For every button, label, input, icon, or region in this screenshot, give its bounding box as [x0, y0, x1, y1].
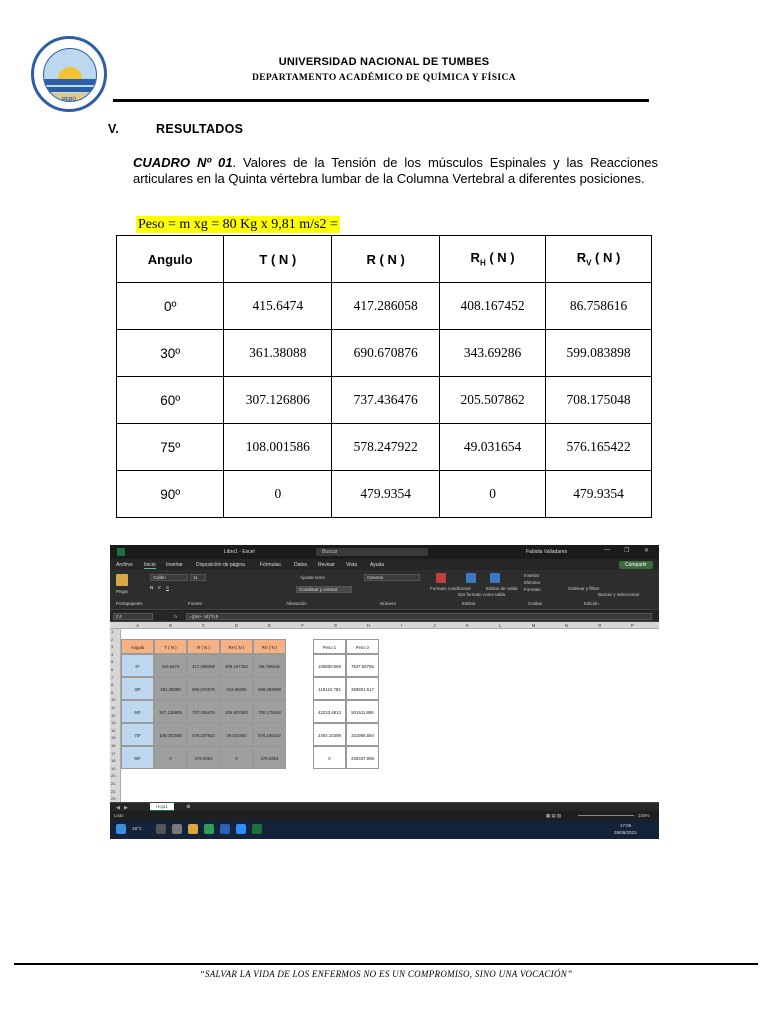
cell-value[interactable]: 7537.65765 — [346, 654, 379, 677]
header-t: T ( N ) — [224, 236, 332, 283]
cell-value[interactable]: 576.165422 — [253, 723, 286, 746]
row-header[interactable]: 16 — [111, 743, 116, 748]
university-name: UNIVERSIDAD NACIONAL DE TUMBES — [278, 56, 490, 68]
cell-value: 343.69286 — [440, 330, 546, 377]
cell-value[interactable]: 408.167452 — [220, 654, 253, 677]
row-header[interactable]: 23 — [111, 796, 116, 802]
row-header[interactable]: 19 — [111, 765, 116, 771]
conditional-format-button[interactable]: Formato condicional — [430, 586, 471, 591]
cell-value[interactable]: 0 — [313, 746, 346, 769]
cell-value[interactable]: 708.175048 — [253, 700, 286, 723]
cell-value[interactable]: 2404.10399 — [313, 723, 346, 746]
table-row — [117, 424, 652, 471]
column-header[interactable]: M — [531, 623, 536, 628]
row-header[interactable]: 20 — [111, 773, 116, 779]
cell-angle[interactable]: 0º — [121, 654, 154, 677]
row-header[interactable]: 11 — [111, 705, 116, 710]
column-header[interactable]: B — [169, 623, 172, 628]
table-row — [117, 330, 652, 377]
insert-cells-button[interactable]: Insertar — [524, 573, 540, 578]
group-fuente: Fuente — [188, 601, 203, 606]
format-table-icon[interactable] — [466, 573, 476, 583]
excel-title-bar — [110, 545, 659, 559]
cell-angle[interactable]: 30º — [121, 677, 154, 700]
format-as-table-button[interactable]: Dar formato como tabla — [458, 592, 506, 597]
find-select-button[interactable]: Buscar y seleccionar — [598, 592, 640, 597]
next-sheet-icon[interactable]: ▶ — [124, 805, 128, 811]
header-rv-sub: V — [586, 258, 592, 268]
row-header[interactable]: 18 — [111, 758, 116, 764]
seal-emblem — [43, 48, 97, 102]
column-header[interactable]: P — [631, 623, 634, 628]
menu-datos[interactable]: Datos — [294, 562, 308, 568]
row-header[interactable]: 4 — [111, 651, 114, 657]
menu-insertar[interactable]: Insertar — [166, 562, 183, 568]
table-row — [117, 471, 652, 518]
row-header[interactable]: 6 — [111, 667, 114, 672]
zoom-level: 100% — [638, 813, 650, 818]
row-header[interactable]: 3 — [111, 644, 114, 650]
close-icon[interactable]: ✕ — [644, 548, 650, 554]
results-table — [116, 235, 652, 518]
row-header[interactable]: 1 — [111, 629, 114, 634]
cell-value[interactable]: 86.758616 — [253, 654, 286, 677]
footer-divider — [14, 963, 758, 965]
menu-archivo[interactable]: Archivo — [116, 562, 133, 568]
column-header[interactable]: G — [333, 623, 338, 628]
cell-value: 479.9354 — [332, 471, 440, 518]
cell-header[interactable]: RH ( N ) — [220, 639, 253, 654]
header-rh-base: R — [470, 250, 480, 266]
cell-value[interactable]: 358901.517 — [346, 677, 379, 700]
add-sheet-icon[interactable]: ⊕ — [186, 804, 191, 810]
cell-value: 576.165422 — [546, 424, 652, 471]
font-name-select[interactable]: Calibri — [150, 574, 188, 581]
caption-label: CUADRO Nº 01 — [133, 155, 233, 170]
restore-icon[interactable]: ❐ — [624, 548, 630, 554]
cell-angle: 75º — [117, 424, 224, 471]
menu-inicio[interactable]: Inicio — [144, 562, 156, 568]
cell-value: 479.9354 — [546, 471, 652, 518]
sea-stripe — [44, 79, 96, 85]
cell-angle[interactable]: 60º — [121, 700, 154, 723]
table-caption — [133, 155, 658, 187]
cell-angle: 60º — [117, 377, 224, 424]
cell-header[interactable]: RV ( N ) — [253, 639, 286, 654]
group-numero: Número — [380, 601, 397, 606]
table-header-row — [117, 236, 652, 283]
cell-value[interactable]: 108.001586 — [154, 723, 187, 746]
row-header[interactable]: 15 — [111, 735, 116, 741]
cell-value: 408.167452 — [440, 283, 546, 330]
sheet-tab-hoja1[interactable]: Hoja1 — [150, 803, 174, 811]
cell-angle: 30º — [117, 330, 224, 377]
sun-icon — [58, 67, 82, 79]
cell-value[interactable]: 417.286058 — [187, 654, 220, 677]
clock-time: 17:06 — [620, 823, 632, 828]
header-rh-sub: H — [479, 258, 486, 268]
row-header[interactable]: 7 — [111, 674, 114, 680]
cell-value: 690.670876 — [332, 330, 440, 377]
header-rv — [546, 236, 652, 283]
header-rv-unit: ( N ) — [591, 250, 621, 266]
header-r: R ( N ) — [332, 236, 440, 283]
row-header[interactable]: 17 — [111, 750, 116, 756]
cell-value: 361.38088 — [224, 330, 332, 377]
cell-value[interactable]: 690.670876 — [187, 677, 220, 700]
cell-value: 737.436476 — [332, 377, 440, 424]
status-bar — [110, 811, 659, 820]
file-explorer-icon[interactable] — [188, 824, 198, 834]
excel-window-title: Libro1 - Excel — [224, 549, 255, 555]
search-icon[interactable] — [156, 824, 166, 834]
cell-header[interactable]: Peso 1 — [313, 639, 346, 654]
column-headers — [110, 622, 659, 629]
cell-value[interactable]: 0 — [220, 746, 253, 769]
row-header[interactable]: 2 — [111, 636, 114, 642]
cell-styles-button[interactable]: Estilos de celda — [486, 586, 518, 591]
column-header[interactable]: E — [268, 623, 271, 628]
cell-value[interactable]: 230337.988 — [346, 746, 379, 769]
row-header[interactable]: 14 — [111, 727, 116, 733]
cell-value[interactable]: 343.69286 — [220, 677, 253, 700]
cell-value[interactable]: 118124.782 — [313, 677, 346, 700]
excel-menu-bar — [110, 559, 659, 570]
excel-user-name: Fabiola Valladares — [526, 549, 568, 555]
spreadsheet-grid[interactable] — [110, 622, 659, 802]
header-rh-unit: ( N ) — [485, 250, 515, 266]
cell-value: 708.175048 — [546, 377, 652, 424]
row-headers — [110, 629, 121, 802]
row-header[interactable]: 12 — [111, 712, 116, 718]
sort-filter-button[interactable]: Ordenar y filtrar — [568, 586, 600, 591]
header-angulo: Angulo — [117, 236, 224, 283]
cell-angle: 0º — [117, 283, 224, 330]
column-header[interactable]: C — [201, 623, 206, 628]
column-header[interactable]: A — [136, 623, 139, 628]
column-header[interactable]: J — [433, 623, 436, 628]
wrap-text-button[interactable]: Ajustar texto — [300, 575, 326, 580]
university-seal-logo — [31, 36, 107, 112]
status-text: Listo — [114, 813, 124, 818]
windows-start-icon[interactable] — [116, 824, 126, 834]
row-header[interactable]: 8 — [111, 682, 114, 688]
row-header[interactable]: 10 — [111, 697, 116, 703]
formula-bar — [110, 611, 659, 622]
cell-value[interactable]: 578.247922 — [187, 723, 220, 746]
cell-value[interactable]: 42233.4813 — [313, 700, 346, 723]
column-header[interactable]: O — [597, 623, 602, 628]
row-header[interactable]: 9 — [111, 689, 114, 695]
column-header[interactable]: L — [499, 623, 502, 628]
paste-button[interactable]: Pegar — [116, 589, 129, 594]
weather-widget[interactable]: 18°C — [132, 826, 143, 831]
sheet-tab-bar — [110, 802, 659, 811]
clock-date: 29/05/2023 — [614, 830, 637, 835]
delete-cells-button[interactable]: Eliminar — [524, 580, 541, 585]
cell-header[interactable]: Peso 2 — [346, 639, 379, 654]
cell-angle[interactable]: 75º — [121, 723, 154, 746]
column-header[interactable]: F — [301, 623, 304, 628]
excel-taskbar-icon[interactable] — [252, 824, 262, 834]
cell-value: 0 — [440, 471, 546, 518]
column-header[interactable]: K — [466, 623, 469, 628]
header-rh — [440, 236, 546, 283]
cell-value[interactable]: 599.083898 — [253, 677, 286, 700]
italic-button[interactable]: K — [158, 585, 162, 590]
cell-angle[interactable]: 90º — [121, 746, 154, 769]
view-buttons[interactable]: ▦ ▤ ▥ — [546, 813, 562, 818]
cell-value[interactable]: 49.031654 — [220, 723, 253, 746]
cell-styles-icon[interactable] — [490, 573, 500, 583]
cell-value[interactable]: 501511.899 — [346, 700, 379, 723]
cell-header[interactable]: R ( N ) — [187, 639, 220, 654]
row-header[interactable]: 13 — [111, 720, 116, 726]
underline-button[interactable]: S — [166, 585, 170, 590]
group-celdas: Celdas — [528, 601, 543, 606]
section-number: V. — [108, 122, 119, 136]
cell-value: 0 — [224, 471, 332, 518]
minimize-icon[interactable]: — — [604, 547, 610, 553]
merge-center-button[interactable]: Combinar y centrar — [296, 586, 352, 593]
group-estilos: Estilos — [462, 601, 476, 606]
formula-input[interactable]: =((54+ 44)^0.5 — [186, 613, 652, 620]
row-header[interactable]: 22 — [111, 788, 116, 794]
cell-value[interactable]: 737.436476 — [187, 700, 220, 723]
format-cells-button[interactable]: Formato — [524, 587, 541, 592]
menu-disposicion[interactable]: Disposición de página — [196, 562, 245, 568]
windows-taskbar — [110, 820, 659, 839]
header-divider — [113, 99, 649, 102]
cell-value[interactable]: 331986.594 — [346, 723, 379, 746]
group-edicion: Edición — [584, 601, 599, 606]
header-rv-base: R — [576, 250, 587, 266]
column-header[interactable]: D — [234, 623, 239, 628]
cell-value[interactable]: 205.507862 — [220, 700, 253, 723]
group-alineacion: Alineación — [286, 601, 307, 606]
caption-text: . Valores de la Tensión de los músculos Espinales y las Reacciones articulares en la Quinta vértebra lumbar de la Columna Vertebral a diferentes posiciones. — [133, 155, 658, 186]
cell-value: 49.031654 — [440, 424, 546, 471]
excel-screenshot — [110, 545, 659, 839]
excel-search-input[interactable]: Buscar — [316, 548, 428, 556]
menu-ayuda[interactable]: Ayuda — [370, 562, 385, 568]
cell-value[interactable]: 0 — [154, 746, 187, 769]
column-header[interactable]: I — [400, 623, 403, 628]
font-size-select[interactable]: 11 — [190, 574, 206, 581]
cell-value: 415.6474 — [224, 283, 332, 330]
table-row — [117, 377, 652, 424]
cell-value[interactable]: 479.9354 — [253, 746, 286, 769]
word-icon[interactable] — [220, 824, 230, 834]
number-format-select[interactable]: General — [364, 574, 420, 581]
cell-value[interactable]: 106800.669 — [313, 654, 346, 677]
column-header[interactable]: H — [366, 623, 371, 628]
cell-value: 205.507862 — [440, 377, 546, 424]
cell-angle: 90º — [117, 471, 224, 518]
cell-value: 108.001586 — [224, 424, 332, 471]
bold-button[interactable]: N — [150, 585, 154, 590]
prev-sheet-icon[interactable]: ◀ — [116, 805, 120, 811]
cell-value: 578.247922 — [332, 424, 440, 471]
cell-value: 307.126806 — [224, 377, 332, 424]
conditional-format-icon[interactable] — [436, 573, 446, 583]
cell-value[interactable]: 479.9354 — [187, 746, 220, 769]
weight-formula: Peso = m xg = 80 Kg x 9,81 m/s2 = — [138, 217, 338, 232]
department-name: DEPARTAMENTO ACADÉMICO DE QUÍMICA Y FÍSICA — [251, 73, 517, 83]
footer-motto: “SALVAR LA VIDA DE LOS ENFERMOS NO ES UN COMPROMISO, SINO UNA VOCACIÓN” — [199, 969, 573, 979]
cell-value: 417.286058 — [332, 283, 440, 330]
column-header[interactable]: N — [564, 623, 569, 628]
table-row — [117, 283, 652, 330]
cell-value: 599.083898 — [546, 330, 652, 377]
paste-icon[interactable] — [116, 574, 128, 586]
excel-app-icon — [117, 548, 125, 556]
cell-value: 86.758616 — [546, 283, 652, 330]
cell-value[interactable]: 361.38088 — [154, 677, 187, 700]
fx-icon: fx — [174, 614, 178, 619]
group-portapapeles: Portapapeles — [116, 601, 143, 606]
share-button[interactable]: Compartir — [619, 561, 653, 569]
zoom-app-icon[interactable] — [236, 824, 246, 834]
cell-header[interactable]: Angulo — [121, 639, 154, 654]
row-header[interactable]: 21 — [111, 781, 116, 786]
chrome-icon[interactable] — [204, 824, 214, 834]
cell-header[interactable]: T ( N ) — [154, 639, 187, 654]
cell-value[interactable]: 307.126806 — [154, 700, 187, 723]
menu-vista[interactable]: Vista — [346, 562, 358, 568]
seal-caption: PERÚ — [62, 97, 76, 103]
name-box[interactable]: C4 — [113, 613, 153, 620]
cell-value[interactable]: 415.6474 — [154, 654, 187, 677]
menu-formulas[interactable]: Fórmulas — [260, 562, 281, 568]
row-header[interactable]: 5 — [111, 659, 114, 665]
task-view-icon[interactable] — [172, 824, 182, 834]
menu-revisar[interactable]: Revisar — [318, 562, 335, 568]
zoom-slider[interactable] — [578, 815, 634, 816]
excel-ribbon — [110, 570, 659, 610]
section-title: RESULTADOS — [156, 122, 244, 136]
sea-stripe — [44, 87, 96, 92]
